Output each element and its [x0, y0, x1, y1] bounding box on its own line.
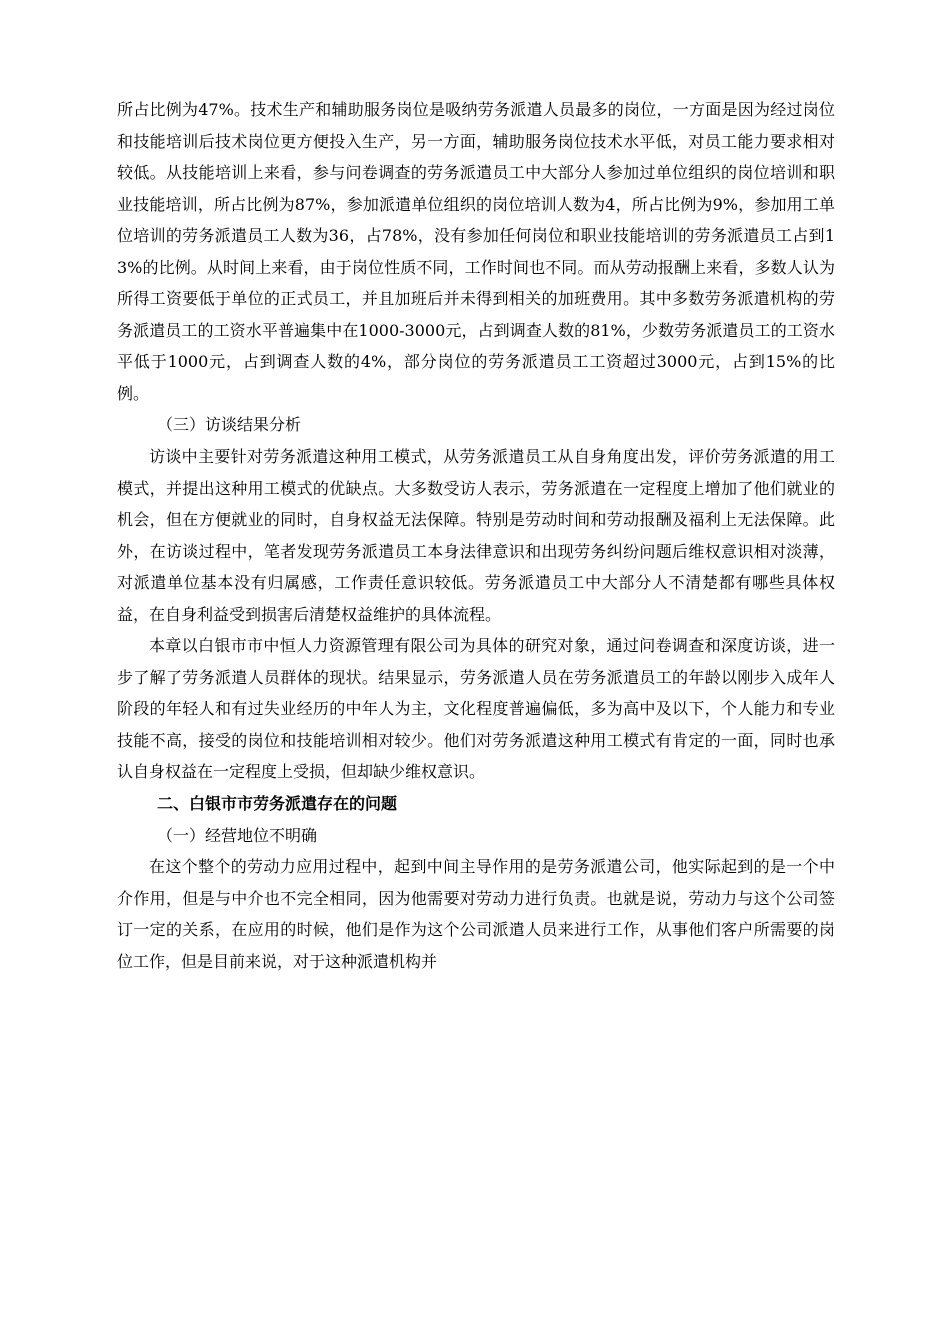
paragraph-business-status: 在这个整个的劳动力应用过程中，起到中间主导作用的是劳务派遣公司，他实际起到的是一个中介作用，但是与中介也不完全相同，因为他需要对劳动力进行负责。也就是说，劳动力与这个公司签订一定的关系，在应用的时候，他们是作为这个公司派遣人员来进行工作，从事他们客户所需要的岗位工作，但是目前来说，对于这种派遣机构并	[117, 857, 835, 971]
subheading-business-status: （一）经营地位不明确	[157, 825, 318, 845]
section-heading-problems: 二、白银市市劳务派遣存在的问题	[157, 794, 398, 814]
paragraph-survey-results: 所占比例为47%。技术生产和辅助服务岗位是吸纳劳务派遣人员最多的岗位，一方面是因为经过岗位和技能培训后技术岗位更方便投入生产，另一方面，辅助服务岗位技术水平低，对员工能力要求相对较低。从技能培训上来看，参与问卷调查的劳务派遣员工中大部分人参加过单位组织的岗位培训和职业技能培训，所占比例为87%，参加派遣单位组织的岗位培训人数为4，所占比例为9%，参加用工单位培训的劳务派遣员工人数为36，占78%，没有参加任何岗位和职业技能培训的劳务派遣员工占到13%的比例。从时间上来看，由于岗位性质不同，工作时间也不同。而从劳动报酬上来看，多数人认为所得工资要低于单位的正式员工，并且加班后并未得到相关的加班费用。其中多数劳务派遣机构的劳务派遣员工的工资水平普遍集中在1000-3000元，占到调查人数的81%，少数劳务派遣员工的工资水平低于1000元，占到调查人数的4%，部分岗位的劳务派遣员工工资超过3000元，占到15%的比例。	[117, 100, 835, 403]
subheading-interview-analysis: （三）访谈结果分析	[157, 415, 302, 435]
document-page	[117, 94, 835, 977]
paragraph-interview: 访谈中主要针对劳务派遣这种用工模式，从劳务派遣员工从自身角度出发，评价劳务派遣的用工模式，并提出这种用工模式的优缺点。大多数受访人表示，劳务派遣在一定程度上增加了他们就业的机会，但在方便就业的同时，自身权益无法保障。特别是劳动时间和劳动报酬及福利上无法保障。此外，在访谈过程中，笔者发现劳务派遣员工本身法律意识和出现劳务纠纷问题后维权意识相对淡薄，对派遣单位基本没有归属感，工作责任意识较低。劳务派遣员工中大部分人不清楚都有哪些具体权益，在自身利益受到损害后清楚权益维护的具体流程。	[117, 447, 835, 624]
paragraph-chapter-summary: 本章以白银市市中恒人力资源管理有限公司为具体的研究对象，通过问卷调查和深度访谈，进一步了解了劳务派遣人员群体的现状。结果显示，劳务派遣人员在劳务派遣员工的年龄以刚步入成年人阶段的年轻人和有过失业经历的中年人为主，文化程度普遍偏低，多为高中及以下，个人能力和专业技能不高，接受的岗位和技能培训相对较少。他们对劳务派遣这种用工模式有肯定的一面，同时也承认自身权益在一定程度上受损，但却缺少维权意识。	[117, 636, 835, 782]
